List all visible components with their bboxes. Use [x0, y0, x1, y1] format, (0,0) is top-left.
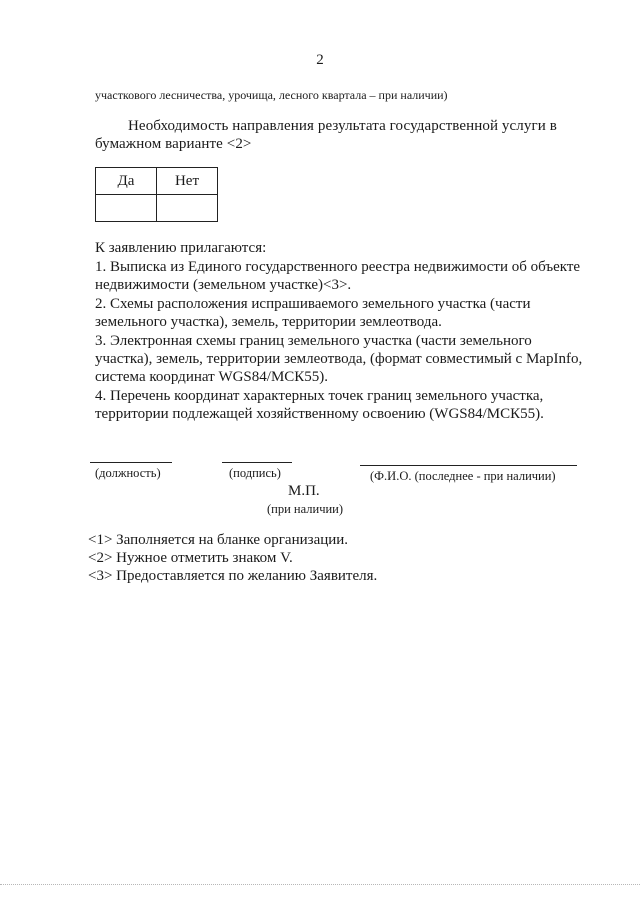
stamp-label: М.П.: [288, 483, 320, 499]
attachment-line: 4. Перечень координат характерных точек границ земельного участка,: [95, 388, 544, 404]
stamp-note: (при наличии): [267, 502, 344, 516]
paper-result-choice-table: [95, 167, 218, 222]
attachment-line: система координат WGS84/МСК55).: [95, 369, 329, 385]
result-request-line-2: бумажном варианте <2>: [95, 136, 252, 152]
page-number: 2: [316, 52, 324, 68]
footnote-1: <1> Заполняется на бланке организации.: [88, 532, 349, 548]
footnote-3: <3> Предоставляется по желанию Заявителя.: [88, 568, 378, 584]
footnote-2: <2> Нужное отметить знаком V.: [88, 550, 293, 566]
signature-line: [222, 462, 292, 463]
attachment-line: участка), земель, территории землеотвода, (формат совместимый с MapInfo,: [95, 351, 583, 367]
attachment-line: территории подлежащей хозяйственному освоению (WGS84/МСК55).: [95, 406, 544, 422]
attachment-line: 3. Электронная схемы границ земельного участка (части земельного: [95, 333, 532, 349]
location-continuation-line: участкового лесничества, урочища, лесного квартала – при наличии): [95, 88, 448, 102]
scan-artifact-line: [0, 884, 640, 889]
result-request-line-1: Необходимость направления результата государственной услуги в: [128, 118, 557, 134]
option-no-checkbox[interactable]: [157, 195, 218, 222]
position-caption: (должность): [95, 466, 161, 480]
position-signature-line: [90, 462, 172, 463]
attachment-line: недвижимости (земельном участке)<3>.: [95, 277, 352, 293]
attachment-line: 2. Схемы расположения испрашиваемого земельного участка (части: [95, 296, 531, 312]
name-caption: (Ф.И.О. (последнее - при наличии): [370, 469, 556, 483]
option-yes-label: Да: [96, 168, 157, 195]
signature-caption: (подпись): [229, 466, 281, 480]
attachment-line: 1. Выписка из Единого государственного реестра недвижимости об объекте: [95, 259, 581, 275]
attachments-heading: К заявлению прилагаются:: [95, 240, 267, 256]
option-no-label: Нет: [157, 168, 218, 195]
option-yes-checkbox[interactable]: [96, 195, 157, 222]
attachment-line: земельного участка), земель, территории землеотвода.: [95, 314, 442, 330]
name-signature-line: [360, 465, 577, 466]
